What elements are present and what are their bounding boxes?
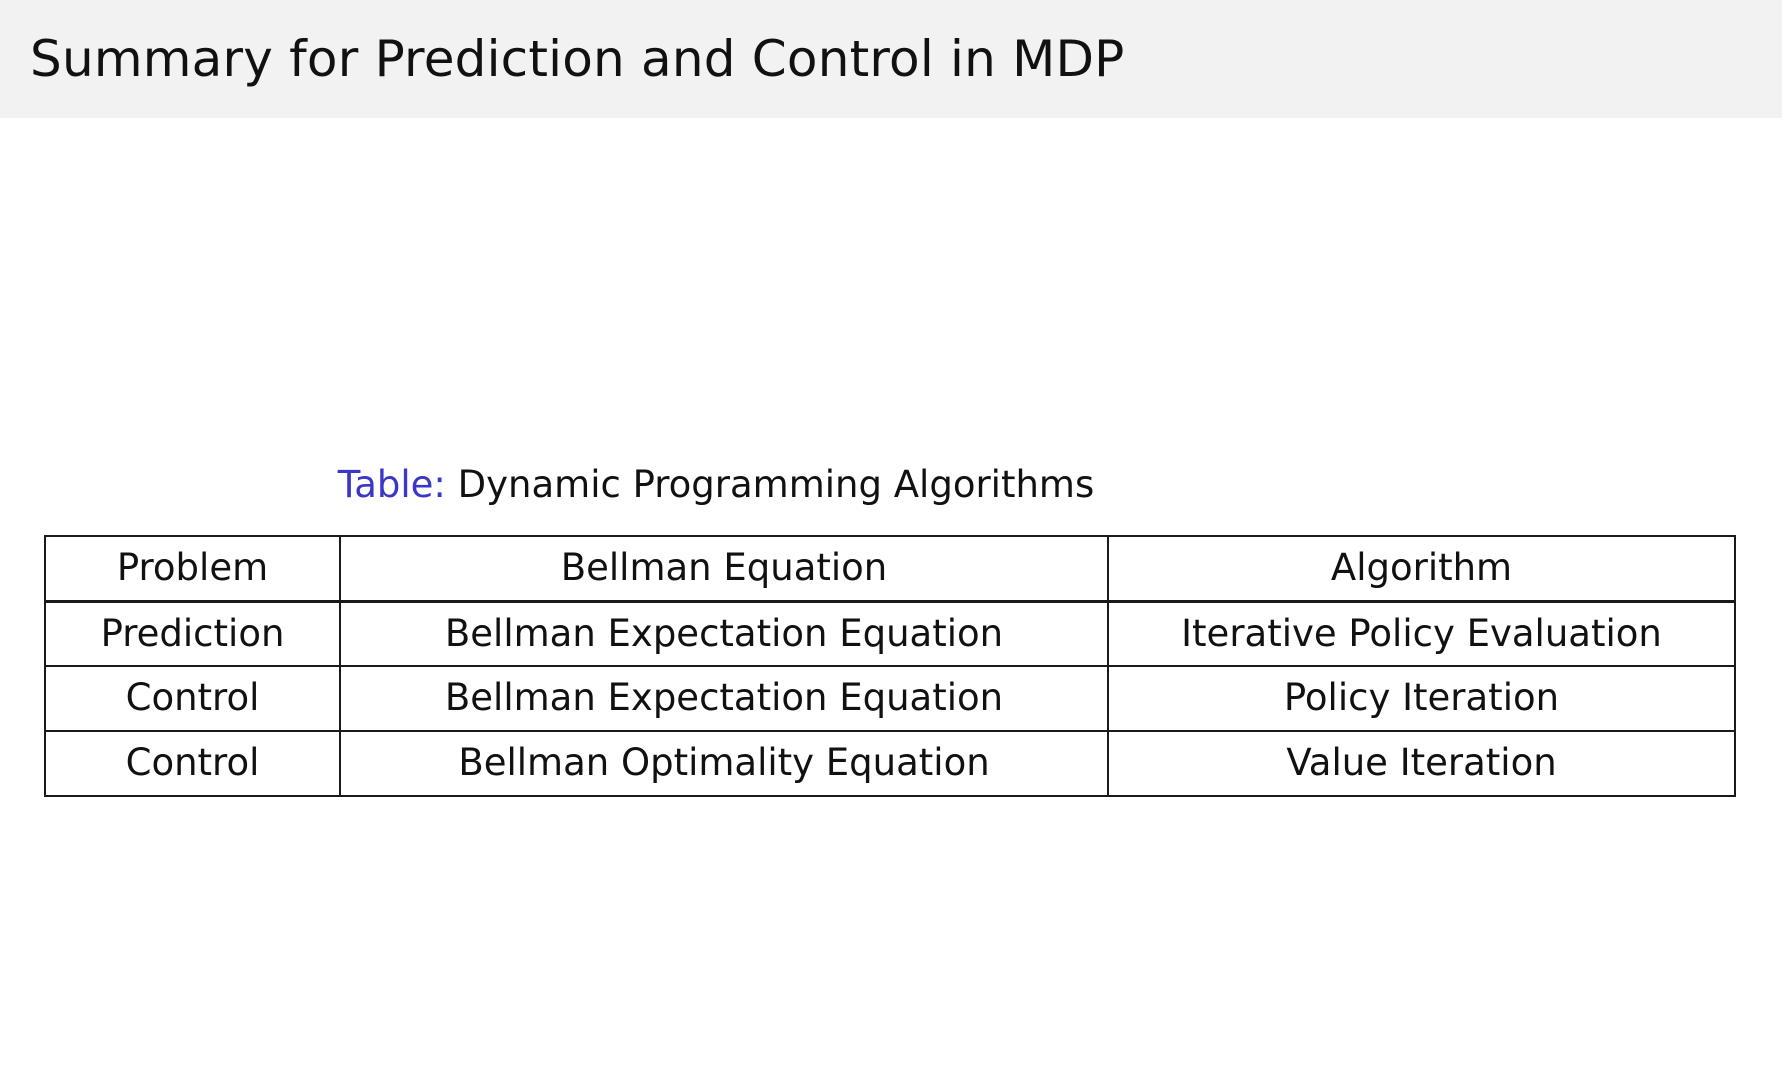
table-cell-problem: Control bbox=[45, 731, 340, 796]
table-row bbox=[45, 666, 1735, 731]
table-cell-algorithm: Value Iteration bbox=[1108, 731, 1735, 796]
dynamic-programming-table bbox=[44, 535, 1736, 796]
page-title: Summary for Prediction and Control in MDP bbox=[30, 29, 1125, 88]
slide-content bbox=[0, 118, 1782, 1080]
table-caption-text: Dynamic Programming Algorithms bbox=[457, 463, 1095, 506]
table-header-cell-problem: Problem bbox=[45, 536, 340, 601]
table-caption-label: Table: bbox=[337, 463, 446, 506]
table-cell-problem: Prediction bbox=[45, 601, 340, 666]
table-row bbox=[45, 731, 1735, 796]
slide-title-bar bbox=[0, 0, 1782, 118]
table-header-cell-bellman-equation: Bellman Equation bbox=[340, 536, 1108, 601]
table-cell-algorithm: Iterative Policy Evaluation bbox=[1108, 601, 1735, 666]
table-cell-algorithm: Policy Iteration bbox=[1108, 666, 1735, 731]
table-cell-bellman-equation: Bellman Expectation Equation bbox=[340, 601, 1108, 666]
table-header-cell-algorithm: Algorithm bbox=[1108, 536, 1735, 601]
table-cell-problem: Control bbox=[45, 666, 340, 731]
table-header-row bbox=[45, 536, 1735, 601]
dp-table-block bbox=[44, 463, 1738, 797]
table-cell-bellman-equation: Bellman Expectation Equation bbox=[340, 666, 1108, 731]
table-row bbox=[45, 601, 1735, 666]
table-caption bbox=[44, 463, 1738, 507]
table-cell-bellman-equation: Bellman Optimality Equation bbox=[340, 731, 1108, 796]
